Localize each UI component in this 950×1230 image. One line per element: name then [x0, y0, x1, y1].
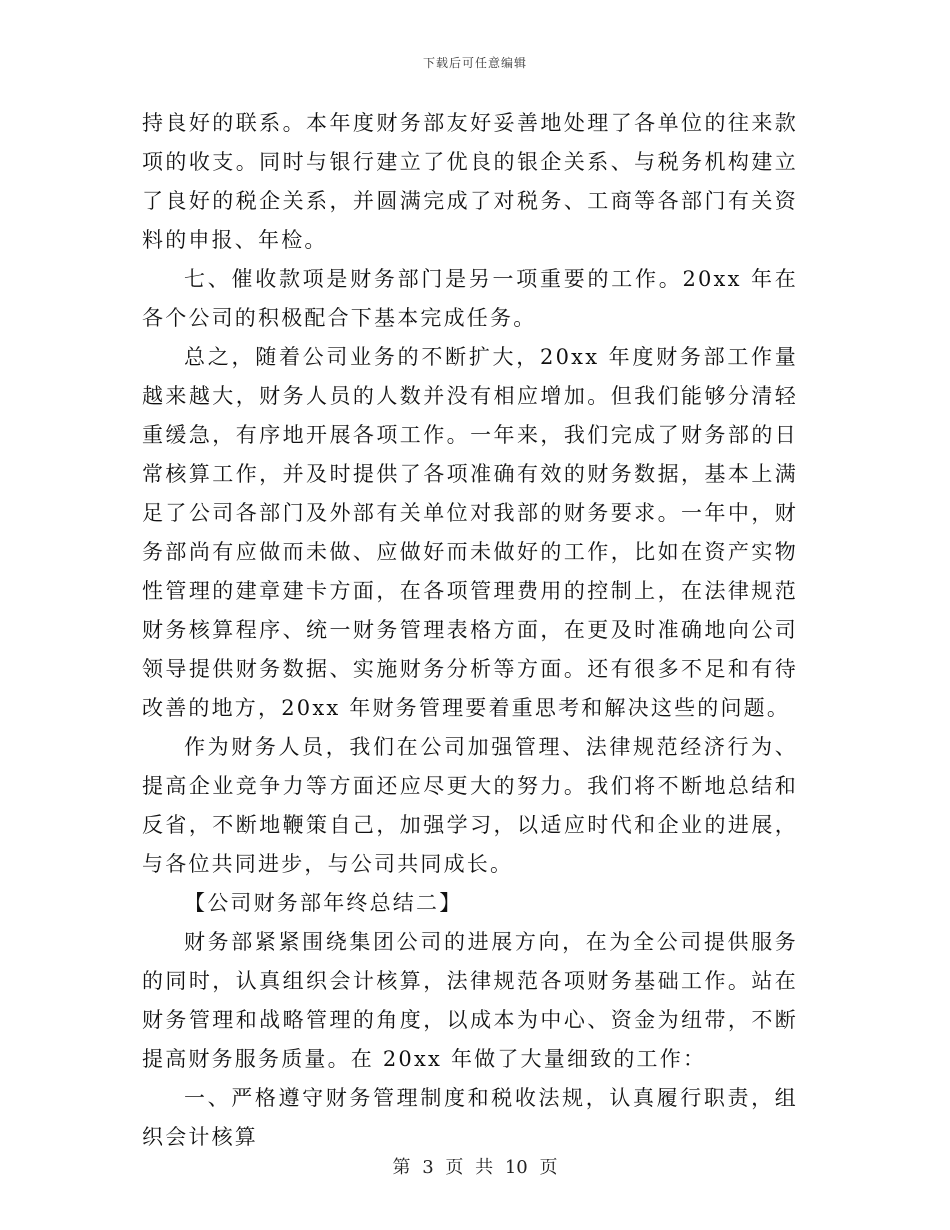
paragraph: 一、严格遵守财务管理制度和税收法规，认真履行职责，组织会计核算 [142, 1086, 798, 1149]
document-body [142, 104, 798, 1157]
paragraph: 七、催收款项是财务部门是另一项重要的工作。20xx 年在各个公司的积极配合下基本完成任务。 [142, 267, 798, 330]
paragraph: 作为财务人员，我们在公司加强管理、法律规范经济行为、提高企业竞争力等方面还应尽更大的努力。我们将不断地总结和反省，不断地鞭策自己，加强学习，以适应时代和企业的进展，与各位共同进步，与公司共同成长。 [142, 735, 798, 876]
paragraph: 总之，随着公司业务的不断扩大，20xx 年度财务部工作量越来越大，财务人员的人数并没有相应增加。但我们能够分清轻重缓急，有序地开展各项工作。一年来，我们完成了财务部的日常核算工作，并及时提供了各项准确有效的财务数据，基本上满足了公司各部门及外部有关单位对我部的财务要求。一年中，财务部尚有应做而未做、应做好而未做好的工作，比如在资产实物性管理的建章建卡方面，在各项管理费用的控制上，在法律规范财务核算程序、统一财务管理表格方面，在更及时准确地向公司领导提供财务数据、实施财务分析等方面。还有很多不足和有待改善的地方，20xx 年财务管理要着重思考和解决这些的问题。 [142, 345, 798, 720]
paragraph: 持良好的联系。本年度财务部友好妥善地处理了各单位的往来款项的收支。同时与银行建立了优良的银企关系、与税务机构建立了良好的税企关系，并圆满完成了对税务、工商等各部门有关资料的申报、年检。 [142, 111, 798, 252]
page-header: 下载后可任意编辑 [422, 56, 527, 70]
section-heading: 【公司财务部年终总结二】 [184, 891, 463, 915]
page-number: 第 3 页 共 10 页 [392, 1157, 558, 1178]
paragraph: 财务部紧紧围绕集团公司的进展方向，在为全公司提供服务的同时，认真组织会计核算，法律规范各项财务基础工作。站在财务管理和战略管理的角度，以成本为中心、资金为纽带，不断提高财务服务质量。在 20xx 年做了大量细致的工作： [142, 930, 798, 1071]
